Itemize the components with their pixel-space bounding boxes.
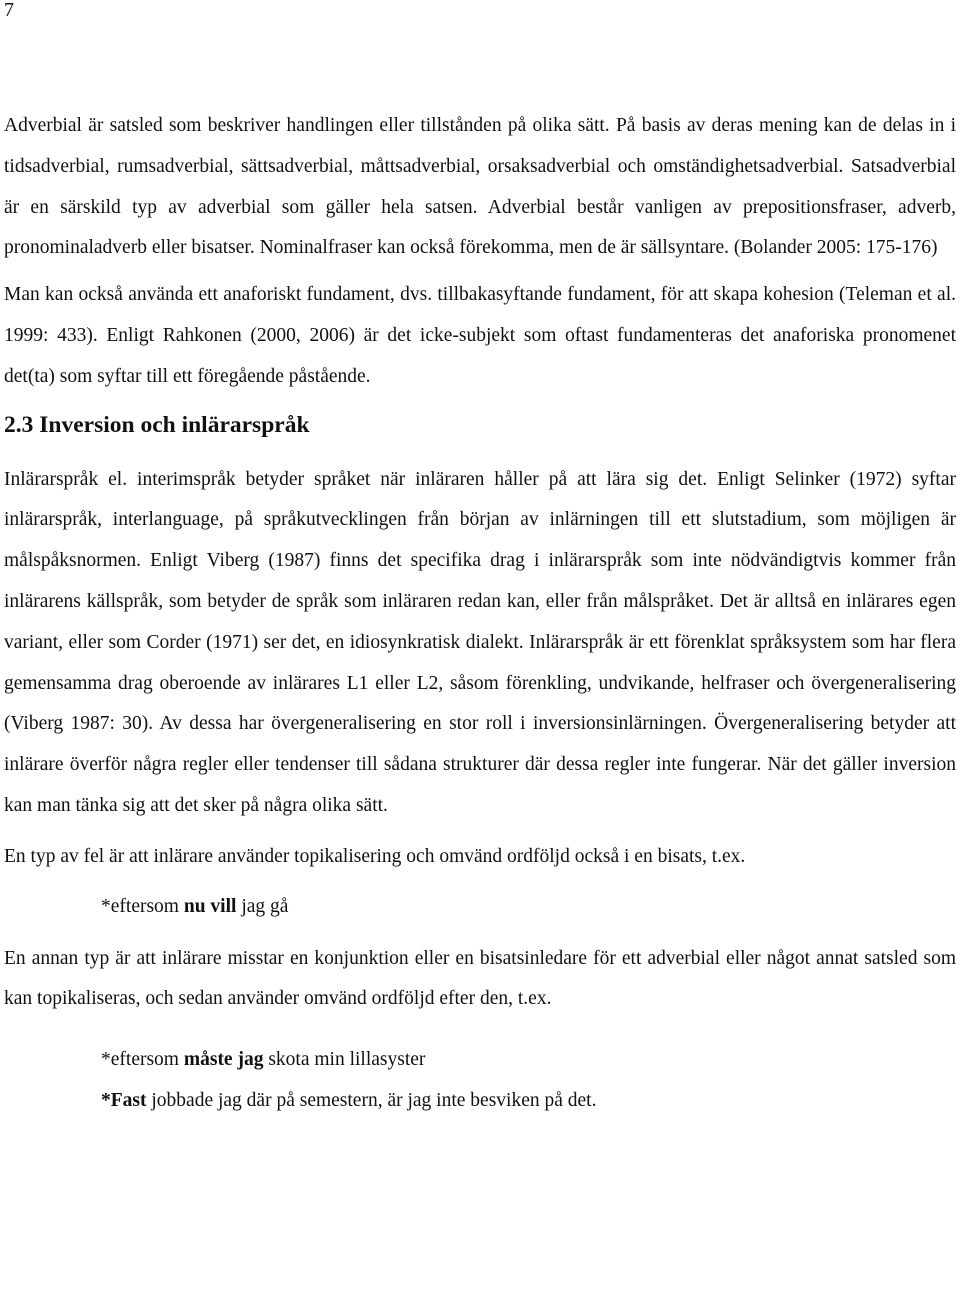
example-bold-text: *Fast — [101, 1090, 147, 1112]
example-text: *eftersom — [101, 895, 184, 917]
paragraph-error-type-1: En typ av fel är att inlärare använder topikalisering och omvänd ordföljd också i en bisats, t.ex. — [4, 845, 746, 867]
document-body — [4, 106, 956, 1121]
example-bold-text: nu vill — [183, 895, 237, 917]
paragraph-anaphoric-fundament: Man kan också använda ett anaforiskt fundament, dvs. tillbakasyftande fundament, för att skapa kohesion (Teleman et al. 1999: 433). Enligt Rahkonen (2000, 2006) är det icke-subjekt som oftast fundamenteras det anaforiska pronomenet det(ta) som syftar till ett föregående påstående. — [4, 284, 956, 387]
paragraph-error-type-2: En annan typ är att inlärare misstar en konjunktion eller en bisatsinledare för ett adverbial eller något annat satsled som kan topikaliseras, och sedan använder omvänd ordföljd efter den, t.ex. — [4, 947, 956, 1010]
example-text: *eftersom — [101, 1049, 184, 1071]
example-text: jobbade jag där på semestern, är jag inte besviken på det. — [146, 1090, 597, 1112]
example-bold-text: måste jag — [183, 1049, 264, 1071]
example-text: jag gå — [236, 895, 289, 917]
example-sentence — [4, 886, 956, 927]
example-sentence — [4, 1039, 956, 1080]
example-text: skota min lillasyster — [263, 1049, 426, 1071]
page-number: 7 — [4, 0, 14, 21]
example-sentence — [4, 1080, 956, 1121]
paragraph-interlanguage: Inlärarspråk el. interimspråk betyder språket när inläraren håller på att lära sig det. Enligt Selinker (1972) syftar inlärarspråk, interlanguage, på språkutvecklingen från början av inlärningen till ett slutstadium, som möjligen är målspåksnormen. Enligt Viberg (1987) finns det specifika drag i inlärarspråk som inte nödvändigtvis kommer från inlärarens källspråk, som betyder de språk som inläraren redan kan, eller från målspråket. Det är alltså en inlärares egen variant, eller som Corder (1971) ser det, en idiosynkratisk dialekt. Inlärarspråk är ett förenklat språksystem som har flera gemensamma drag oberoende av inlärares L1 eller L2, såsom förenkling, undvikande, helfraser och övergeneralisering (Viberg 1987: 30). Av dessa har övergeneralisering en stor roll i inversionsinlärningen. Övergeneralisering betyder att inlärare överför några regler eller tendenser till sådana strukturer där dessa regler inte fungerar. När det gäller inversion kan man tänka sig att det sker på några olika sätt. — [4, 468, 956, 816]
paragraph-adverbial: Adverbial är satsled som beskriver handlingen eller tillstånden på olika sätt. På basis av deras mening kan de delas in i tidsadverbial, rumsadverbial, sättsadverbial, måttsadverbial, orsaksadverbial och omständighetsadverbial. Satsadverbial är en särskild typ av adverbial som gäller hela satsen. Adverbial består vanligen av prepositionsfraser, adverb, pronominaladverb eller bisatser. Nominalfraser kan också förekomma, men de är sällsyntare. (Bolander 2005: 175-176) — [4, 115, 956, 259]
section-heading: 2.3 Inversion och inlärarspråk — [4, 411, 310, 438]
